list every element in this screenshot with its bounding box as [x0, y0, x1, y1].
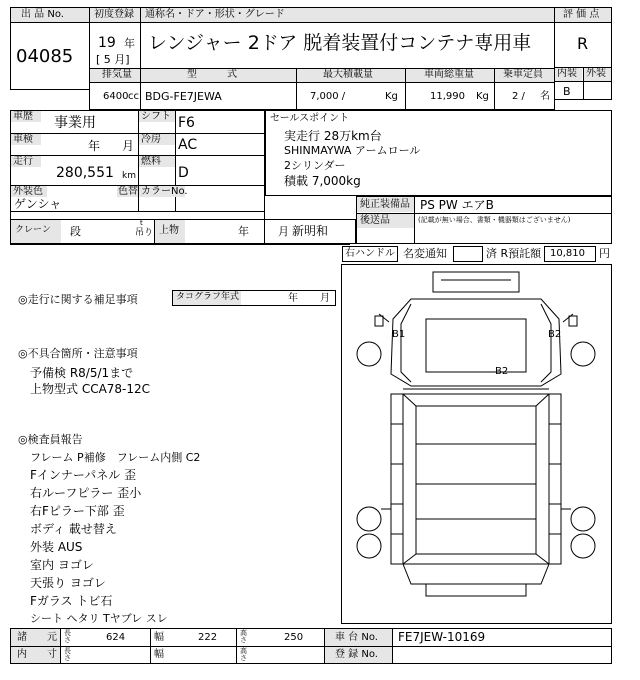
diagram-label-b2-right: B2	[548, 329, 562, 340]
history-value: 事業用	[54, 115, 96, 131]
inspector-line-1: フレーム P補修 フレーム内側 C2	[30, 451, 201, 464]
capacity-unit: 名	[540, 91, 550, 102]
mileage-value: 280,551	[56, 165, 114, 181]
width-label: 幅	[154, 632, 164, 643]
lot-number: 04085	[16, 46, 74, 67]
history-label: 車歴	[11, 111, 41, 122]
first-reg-year: 19	[98, 35, 116, 51]
recycle-label: 済 R預託額	[486, 247, 542, 260]
color-change-label: 色替	[118, 186, 138, 197]
standard-equipment-label: 純正装備品	[357, 197, 414, 212]
year-unit: 年	[124, 37, 135, 50]
sales-point-1: 実走行 28万km台	[284, 129, 382, 143]
first-reg-label: 初度登録	[90, 8, 140, 22]
inspector-line-8: 天張り ヨゴレ	[30, 576, 106, 590]
steering-value: 右ハンドル	[345, 248, 395, 259]
recycle-unit: 円	[599, 247, 610, 260]
model-value: BDG-FE7JEWA	[145, 90, 222, 103]
max-load-unit: Kg	[385, 91, 398, 102]
gross-weight-label: 車両総重量	[406, 69, 494, 82]
standard-equipment-value: PS PW エアB	[420, 198, 494, 212]
capacity-value: 2 /	[512, 91, 525, 102]
displacement-value: 6400	[103, 91, 129, 102]
inspector-line-3: 右ルーフピラー 歪小	[30, 486, 142, 500]
crane-stage-unit: 段	[70, 225, 81, 238]
truck-diagram	[341, 264, 612, 624]
length-label: 長さ	[64, 629, 71, 644]
ac-value: AC	[178, 137, 198, 153]
car-title: レンジャー 2ドア 脱着装置付コンテナ専用車	[148, 32, 532, 54]
height-label: 高さ	[240, 629, 247, 644]
inspector-line-7: 室内 ヨゴレ	[30, 558, 94, 572]
defects-header: ◎不具合箇所・注意事項	[18, 347, 138, 360]
crane-ton-unit: t	[140, 219, 143, 227]
inspector-line-2: Fインナーパネル 歪	[30, 468, 137, 482]
exterior-rating-label: 外装	[584, 68, 611, 81]
sales-point-3: 2シリンダー	[284, 159, 346, 172]
body-maker: 新明和	[292, 224, 329, 238]
max-load-label: 最大積載量	[297, 69, 405, 82]
spec-label: 諸 元	[11, 629, 60, 646]
tachograph-month-unit: 月	[320, 293, 330, 304]
displacement-unit: cc	[128, 91, 139, 102]
ac-label: 冷房	[139, 134, 175, 145]
sales-points-label: セールスポイント	[270, 113, 350, 124]
tachograph-year-unit: 年	[288, 293, 298, 304]
rating-label: 評 価 点	[555, 8, 611, 22]
fuel-label: 燃料	[139, 156, 175, 167]
defect-line-1: 予備検 R8/5/1まで	[30, 366, 134, 380]
exterior-color-label: 外装色	[11, 186, 47, 197]
exterior-color-value: ゲンシャ	[14, 197, 62, 211]
sales-point-4: 積載 7,000kg	[284, 174, 361, 188]
interior-height-label: 高さ	[240, 647, 247, 662]
interior-rating-value: B	[563, 85, 571, 98]
gross-weight-unit: Kg	[476, 91, 489, 102]
inspection-month-unit: 月	[122, 139, 135, 153]
tachograph-label: タコグラフ年式	[173, 291, 241, 305]
model-label: 型 式	[141, 69, 296, 82]
fuel-value: D	[178, 165, 189, 181]
capacity-label: 乗車定員	[495, 69, 554, 82]
inspector-line-10: シート ヘタリ Tヤブレ スレ	[30, 612, 168, 625]
crane-lift-unit: 吊り	[135, 228, 154, 238]
body-year-unit: 年	[238, 225, 249, 238]
height-value: 250	[284, 632, 304, 643]
diagram-label-b2-center: B2	[495, 366, 509, 377]
length-value: 624	[106, 632, 126, 643]
crane-label: クレーン	[11, 220, 61, 243]
name-change-label: 名変通知	[403, 247, 447, 260]
width-value: 222	[198, 632, 218, 643]
interior-width-label: 幅	[154, 649, 164, 660]
registration-label: 登 録 No.	[325, 647, 392, 663]
inspector-line-5: ボディ 載せ替え	[30, 522, 117, 536]
mileage-unit: km	[122, 171, 136, 181]
max-load-value: 7,000 /	[310, 91, 346, 102]
gross-weight-value: 11,990	[430, 91, 465, 102]
aftermarket-note: (記載が無い場合、書類・機器類はございません)	[418, 216, 571, 224]
interior-length-label: 長さ	[64, 647, 71, 662]
mileage-label: 走行	[11, 156, 41, 167]
inspection-label: 車検	[11, 134, 41, 145]
inspector-line-6: 外装 AUS	[30, 540, 83, 554]
aftermarket-label: 後送品	[357, 214, 414, 228]
body-label: 上物	[155, 220, 185, 243]
chassis-value: FE7JEW-10169	[398, 630, 486, 644]
color-number-label: カラーNo.	[141, 186, 188, 197]
inspector-line-4: 右Fピラー下部 歪	[30, 504, 125, 518]
first-reg-month: [ 5 月]	[96, 53, 130, 66]
defect-line-2: 上物型式 CCA78-12C	[30, 382, 151, 396]
name-change-box	[453, 246, 483, 262]
chassis-label: 車 台 No.	[325, 629, 392, 646]
title-header: 通称名・ドア・形状・グレード	[141, 8, 554, 22]
shift-label: シフト	[139, 111, 175, 122]
lot-label: 出 品 No.	[11, 8, 89, 22]
inspector-header: ◎検査員報告	[18, 433, 83, 446]
inspection-year-unit: 年	[88, 139, 101, 153]
body-month-unit: 月	[278, 225, 289, 238]
sales-point-2: SHINMAYWA アームロール	[284, 144, 421, 157]
driving-header: ◎走行に関する補足事項	[18, 293, 138, 306]
rating-value: R	[577, 34, 589, 53]
interior-rating-label: 内装	[555, 68, 582, 81]
shift-value: F6	[178, 115, 195, 131]
recycle-amount: 10,810	[550, 248, 585, 259]
displacement-label: 排気量	[90, 69, 140, 82]
inspector-line-9: Fガラス トビ石	[30, 594, 113, 608]
interior-dims-label: 内 寸	[11, 647, 60, 663]
diagram-label-b1: B1	[392, 329, 406, 340]
